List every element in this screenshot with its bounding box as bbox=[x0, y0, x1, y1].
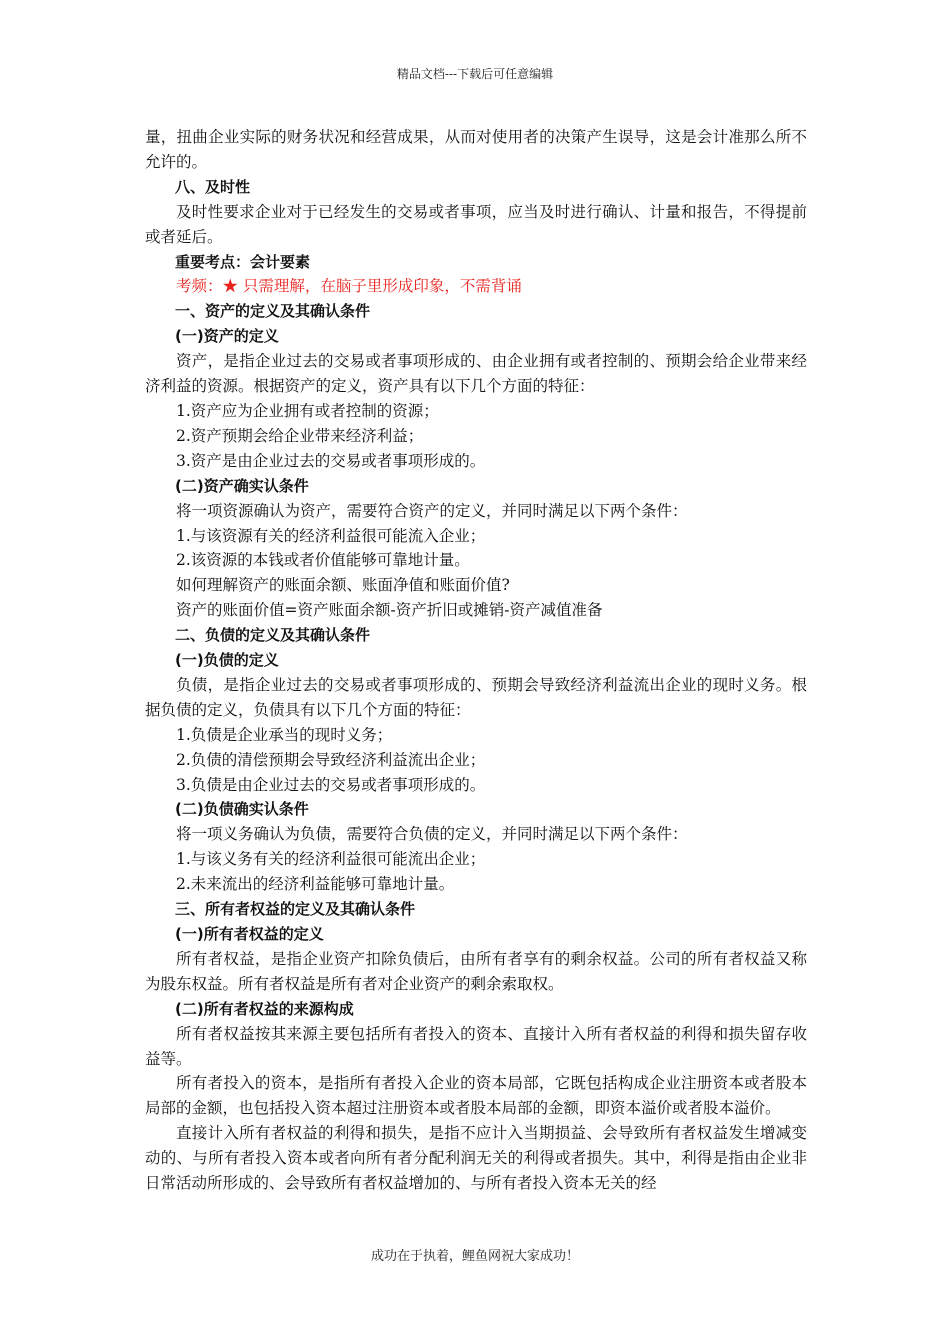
paragraph-assets-definition: 资产，是指企业过去的交易或者事项形成的、由企业拥有或者控制的、预期会给企业带来经济利益的资源。根据资产的定义，资产具有以下几个方面的特征： bbox=[145, 352, 807, 396]
list-item: 1.负债是企业承当的现时义务； bbox=[176, 725, 393, 744]
paragraph-equity-source: 所有者权益按其来源主要包括所有者投入的资本、直接计入所有者权益的利得和损失留存收益等。 bbox=[145, 1024, 807, 1068]
paragraph-continuation: 量，扭曲企业实际的财务状况和经营成果，从而对使用者的决策产生误导，这是会计准那么所不允许的。 bbox=[145, 128, 807, 171]
document-body bbox=[145, 125, 807, 1196]
list-item: 3.负债是由企业过去的交易或者事项形成的。 bbox=[176, 775, 486, 794]
subheading-liabilities-recognition: (二)负债确实认条件 bbox=[175, 800, 309, 819]
paragraph-formula: 资产的账面价值=资产账面余额-资产折旧或摊销-资产减值准备 bbox=[176, 601, 603, 620]
heading-equity: 三、所有者权益的定义及其确认条件 bbox=[175, 900, 416, 919]
heading-assets: 一、资产的定义及其确认条件 bbox=[175, 302, 371, 321]
subheading-equity-definition: (一)所有者权益的定义 bbox=[175, 925, 324, 943]
paragraph-liabilities-recognition: 将一项义务确认为负债，需要符合负债的定义，并同时满足以下两个条件： bbox=[176, 825, 688, 844]
heading-timeliness: 八、及时性 bbox=[175, 177, 251, 196]
list-item: 2.该资源的本钱或者价值能够可靠地计量。 bbox=[176, 551, 470, 570]
page-footer: 成功在于执着，鲤鱼网祝大家成功！ bbox=[370, 1249, 579, 1264]
paragraph-equity-definition: 所有者权益，是指企业资产扣除负债后，由所有者享有的剩余权益。公司的所有者权益又称为股东权益。所有者权益是所有者对企业资产的剩余索取权。 bbox=[145, 949, 807, 993]
subheading-equity-source: (二)所有者权益的来源构成 bbox=[175, 999, 354, 1018]
list-item: 2.未来流出的经济利益能够可靠地计量。 bbox=[176, 875, 455, 894]
paragraph-equity-gains: 直接计入所有者权益的利得和损失，是指不应计入当期损益、会导致所有者权益发生增减变动的、与所有者投入资本或者向所有者分配利润无关的利得或者损失。其中，利得是指由企业非日常活动所形成的、会导致所有者权益增加的、与所有者投入资本无关的经 bbox=[145, 1124, 807, 1193]
list-item: 2.资产预期会给企业带来经济利益； bbox=[176, 426, 424, 445]
paragraph-assets-recognition: 将一项资源确认为资产，需要符合资产的定义，并同时满足以下两个条件： bbox=[176, 501, 688, 520]
subheading-assets-definition: (一)资产的定义 bbox=[175, 327, 279, 346]
list-item: 3.资产是由企业过去的交易或者事项形成的。 bbox=[176, 451, 486, 470]
heading-liabilities: 二、负债的定义及其确认条件 bbox=[175, 626, 371, 645]
paragraph-liabilities-definition: 负债，是指企业过去的交易或者事项形成的、预期会导致经济利益流出企业的现时义务。根据负债的定义，负债具有以下几个方面的特征： bbox=[145, 675, 807, 719]
heading-key-point: 重要考点：会计要素 bbox=[175, 252, 311, 271]
page-header: 精品文档---下载后可任意编辑 bbox=[396, 67, 554, 81]
subheading-assets-recognition: (二)资产确实认条件 bbox=[175, 476, 309, 495]
frequency-note: 考频：★ 只需理解，在脑子里形成印象，不需背诵 bbox=[176, 277, 522, 296]
list-item: 1.与该资源有关的经济利益很可能流入企业； bbox=[176, 526, 486, 545]
paragraph-equity-capital: 所有者投入的资本，是指所有者投入企业的资本局部，它既包括构成企业注册资本或者股本局部的金额，也包括投入资本超过注册资本或者股本局部的金额，即资本溢价或者股本溢价。 bbox=[145, 1074, 807, 1118]
list-item: 1.与该义务有关的经济利益很可能流出企业； bbox=[176, 850, 486, 869]
list-item: 2.负债的清偿预期会导致经济利益流出企业； bbox=[176, 750, 486, 769]
paragraph-timeliness: 及时性要求企业对于已经发生的交易或者事项，应当及时进行确认、计量和报告，不得提前或者延后。 bbox=[145, 202, 807, 246]
list-item: 1.资产应为企业拥有或者控制的资源； bbox=[176, 401, 439, 420]
paragraph-question: 如何理解资产的账面余额、账面净值和账面价值? bbox=[176, 576, 510, 595]
subheading-liabilities-definition: (一)负债的定义 bbox=[175, 651, 279, 670]
